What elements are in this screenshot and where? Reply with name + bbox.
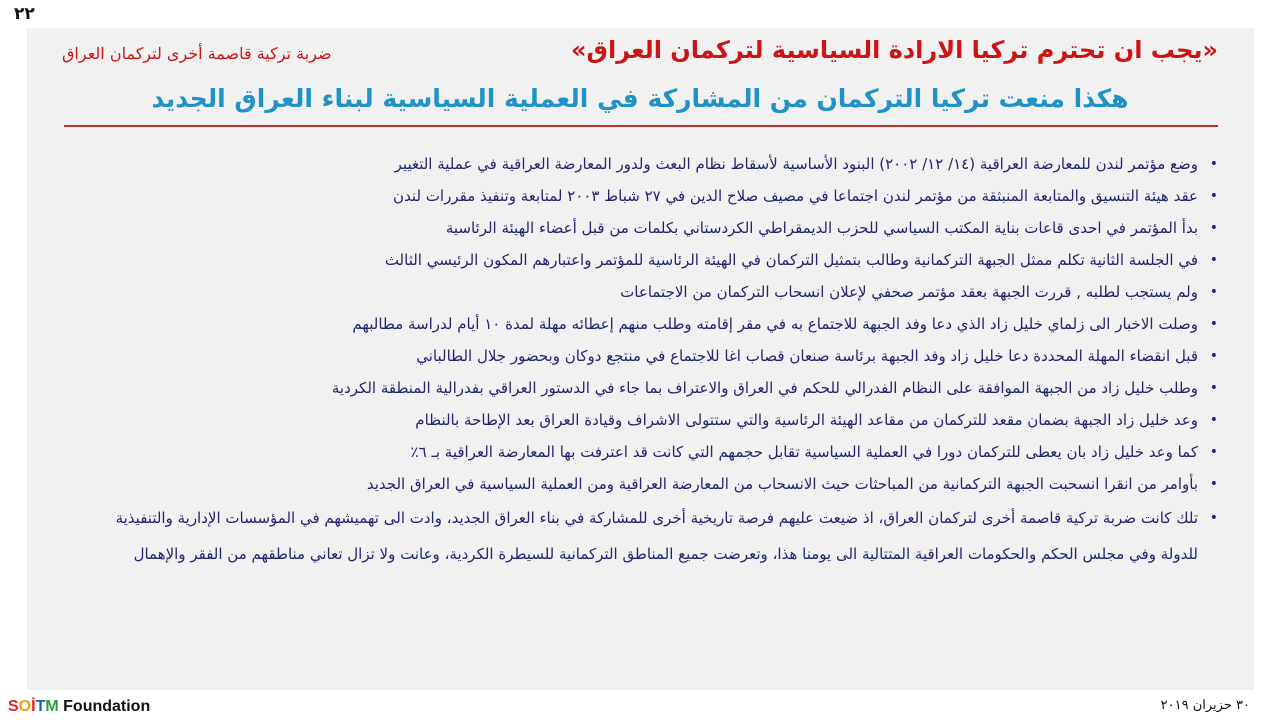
list-item-text: عقد هيئة التنسيق والمتابعة المنبثقة من مؤتمر لندن اجتماعا في مصيف صلاح الدين في ٢٧ شباط ٢٠٠٣ لمتابعة وتنفيذ مقررات لندن (393, 187, 1198, 205)
bullet-icon: • (1209, 188, 1218, 204)
list-item (110, 148, 1220, 180)
list-item-text: تلك كانت ضربة تركية قاصمة أخرى لتركمان العراق، اذ ضيعت عليهم فرصة تاريخية أخرى للمشاركة في بناء العراق الجديد، وادت الى تهميشهم في المؤسسات الإدارية والتنفيذية للدولة وفي مجلس الحكم والحكومات العراقية المتتالية الى يومنا هذا، وتعرضت جميع المناطق التركمانية للسيطرة الكردية، وعانت ولا تزال تعاني مناطقهم من الفقر والإهمال (115, 509, 1198, 563)
logo-letter: M (45, 698, 59, 715)
bullet-icon: • (1209, 380, 1218, 396)
list-item (110, 180, 1220, 212)
page-title: «يجب ان تحترم تركيا الارادة السياسية لتركمان العراق» (571, 36, 1218, 64)
list-item-text: وطلب خليل زاد من الجبهة الموافقة على النظام الفدرالي للحكم في العراق والاعتراف بما جاء في الدستور العراقي بفدرالية المنطقة الكردية (331, 379, 1198, 397)
bullet-icon: • (1209, 444, 1218, 460)
list-item (110, 340, 1220, 372)
list-item-text: في الجلسة الثانية تكلم ممثل الجبهة التركمانية وطالب بتمثيل التركمان في الهيئة الرئاسية للمؤتمر واعتبارهم المكون الرئيسي الثالث (384, 251, 1198, 269)
list-item-text: وعد خليل زاد الجبهة بضمان مقعد للتركمان من مقاعد الهيئة الرئاسية والتي ستتولى الاشراف وقيادة العراق بعد الإطاحة بالنظام (415, 411, 1198, 429)
list-item (110, 500, 1220, 572)
list-item-text: كما وعد خليل زاد بان يعطى للتركمان دورا في العملية السياسية تقابل حجمهم التي كانت قد اعترفت بها المعارضة العراقية بـ ٦٪ (410, 443, 1198, 461)
list-item-text: وضع مؤتمر لندن للمعارضة العراقية (١٤/ ١٢/ ٢٠٠٢) البنود الأساسية لأسقاط نظام البعث ولدور المعارضة العراقية في عملية التغيير (394, 155, 1198, 173)
footer-date: ٣٠ حزيران ٢٠١٩ (1160, 698, 1250, 713)
bullet-icon: • (1209, 476, 1218, 492)
header-red-note: ضربة تركية قاصمة أخرى لتركمان العراق (62, 44, 332, 63)
bullet-icon: • (1209, 510, 1218, 526)
list-item-text: ولم يستجب لطلبه , قررت الجبهة بعقد مؤتمر صحفي لإعلان انسحاب التركمان من الاجتماعات (620, 283, 1198, 301)
title-divider (64, 125, 1218, 127)
logo-letter: O (18, 698, 32, 715)
list-item (110, 436, 1220, 468)
list-item-text: قبل انقضاء المهلة المحددة دعا خليل زاد وفد الجبهة برئاسة صنعان قصاب اغا للاجتماع في منتجع دوكان وبحضور جلال الطالباني (416, 347, 1198, 365)
soitm-logo (8, 698, 150, 716)
list-item (110, 308, 1220, 340)
list-item (110, 244, 1220, 276)
list-item (110, 404, 1220, 436)
list-item-text: بأوامر من انقرا انسحبت الجبهة التركمانية من المباحثات حيث الانسحاب من المعارضة العراقية ومن العملية السياسية في العراق الجديد (366, 475, 1198, 493)
bullet-icon: • (1209, 252, 1218, 268)
bullet-icon: • (1209, 284, 1218, 300)
bullet-icon: • (1209, 348, 1218, 364)
list-item (110, 276, 1220, 308)
bullet-icon: • (1209, 220, 1218, 236)
logo-letter: T (35, 698, 46, 715)
logo-letter: S (8, 698, 19, 715)
page-subtitle: هكذا منعت تركيا التركمان من المشاركة في العملية السياسية لبناء العراق الجديد (151, 84, 1129, 113)
bullet-icon: • (1209, 316, 1218, 332)
list-item (110, 372, 1220, 404)
list-item-text: وصلت الاخبار الى زلماي خليل زاد الذي دعا وفد الجبهة للاجتماع به في مقر إقامته وطلب منهم إعطائه مهلة لمدة ١٠ أيام لدراسة مطالبهم (352, 315, 1198, 333)
bullet-icon: • (1209, 156, 1218, 172)
list-item (110, 212, 1220, 244)
logo-suffix: Foundation (63, 698, 151, 715)
bullet-list (110, 148, 1220, 572)
page-number: ٢٢ (14, 4, 35, 24)
logo-letter: İ (31, 698, 36, 715)
list-item (110, 468, 1220, 500)
list-item-text: بدأ المؤتمر في احدى قاعات بناية المكتب السياسي للحزب الديمقراطي الكردستاني بكلمات من قبل أعضاء الهيئة الرئاسية (445, 219, 1198, 237)
bullet-icon: • (1209, 412, 1218, 428)
